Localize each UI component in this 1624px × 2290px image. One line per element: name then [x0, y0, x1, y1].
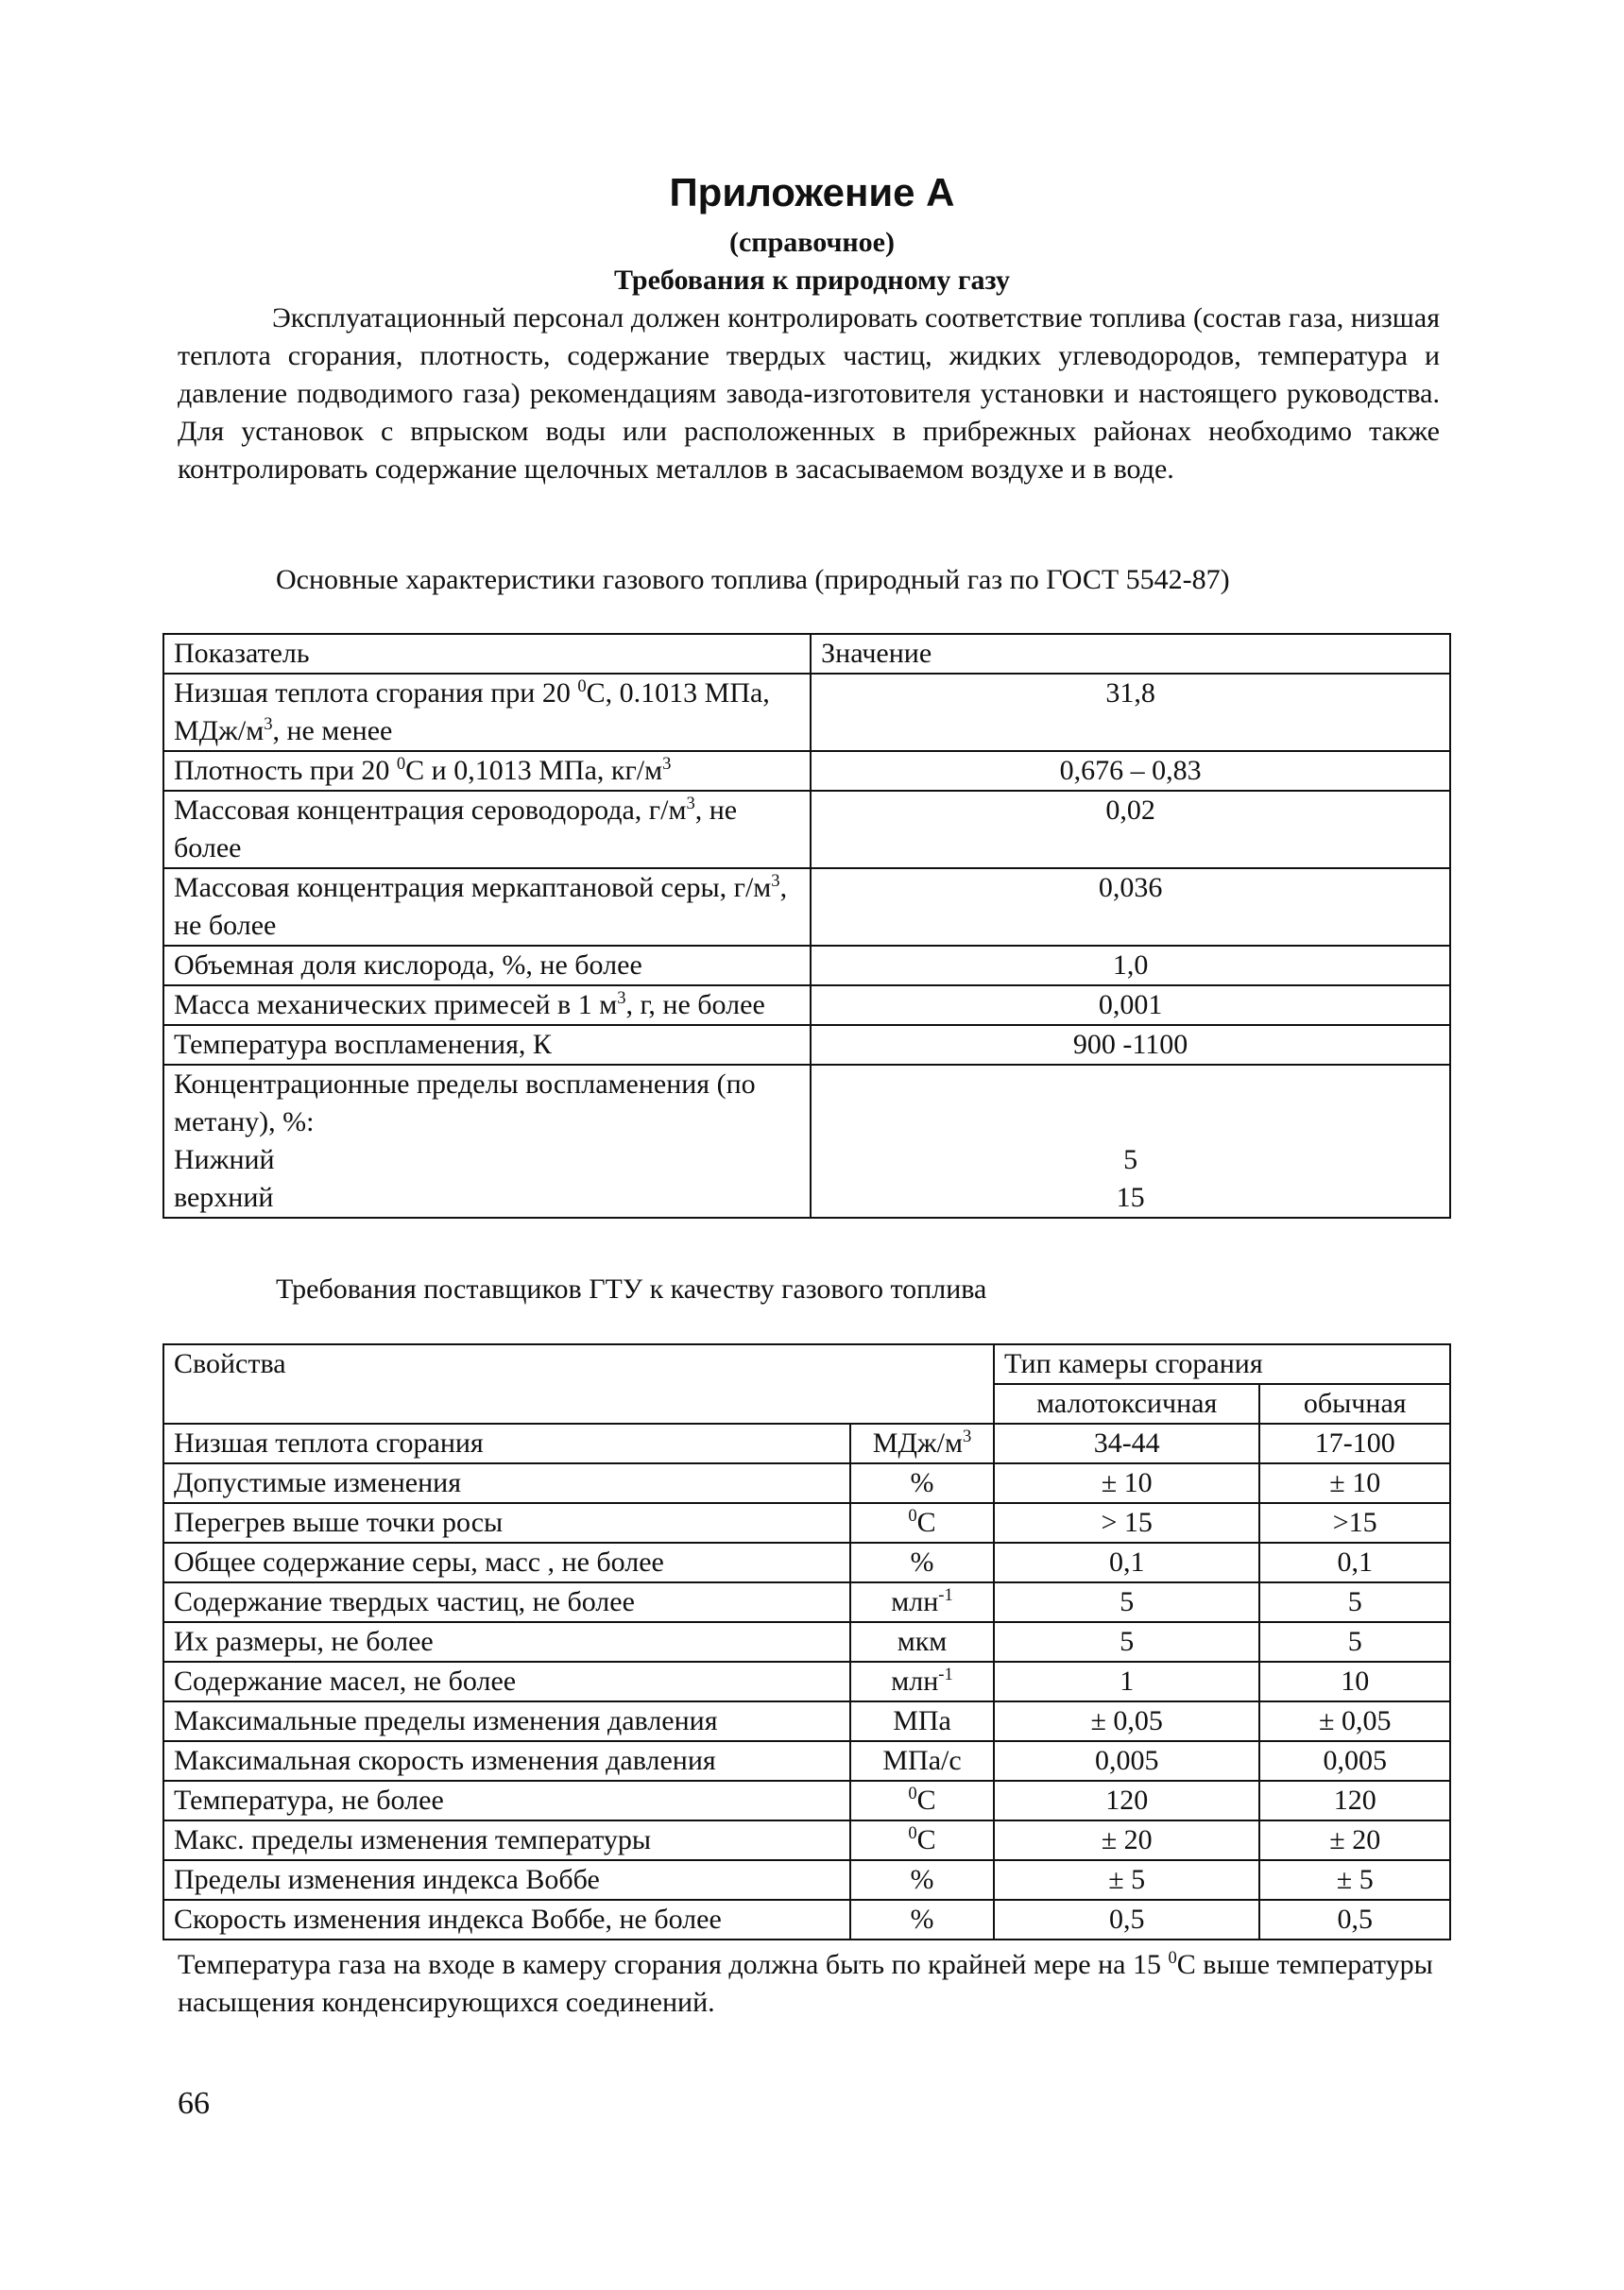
superscript: 3 [617, 988, 626, 1008]
low-toxic-cell: ± 10 [994, 1463, 1260, 1503]
regular-cell: ± 20 [1259, 1820, 1450, 1860]
superscript: 3 [686, 794, 695, 813]
header-property: Свойства [163, 1344, 994, 1424]
unit-cell [850, 1781, 994, 1820]
value-cell: 0,676 – 0,83 [811, 751, 1450, 791]
regular-cell: >15 [1259, 1503, 1450, 1543]
limits-lower-label: Нижний [174, 1144, 275, 1175]
low-toxic-cell: 0,5 [994, 1900, 1260, 1940]
value-cell: 0,02 [811, 791, 1450, 868]
low-toxic-cell: 0,005 [994, 1741, 1260, 1781]
superscript: 3 [771, 871, 780, 891]
unit-cell [850, 1820, 994, 1860]
superscript: 0 [577, 676, 587, 696]
footnote-paragraph [178, 1946, 1440, 2022]
low-toxic-cell: 0,1 [994, 1543, 1260, 1582]
regular-cell: 17-100 [1259, 1424, 1450, 1463]
superscript: 0 [396, 754, 406, 774]
unit-cell: % [850, 1900, 994, 1940]
property-cell: Содержание масел, не более [163, 1662, 850, 1701]
property-cell: Максимальная скорость изменения давления [163, 1741, 850, 1781]
superscript: -1 [938, 1585, 953, 1605]
appendix-title: Приложение А [669, 170, 955, 214]
superscript: 0 [908, 1784, 917, 1803]
superscript: 3 [662, 754, 672, 774]
limits-label: Концентрационные пределы воспламенения (по метану), %: [174, 1068, 756, 1137]
unit-cell [850, 1582, 994, 1622]
unit-cell: мкм [850, 1622, 994, 1662]
param-text: , не более [174, 795, 738, 863]
param-text: Массовая концентрация меркаптановой серы, г/м [174, 872, 772, 903]
param-text: , г, не более [625, 989, 765, 1020]
regular-cell: 0,1 [1259, 1543, 1450, 1582]
gas-characteristics-table [162, 633, 1451, 1219]
property-cell: Пределы изменения индекса Воббе [163, 1860, 850, 1900]
table-row [163, 1781, 1450, 1820]
property-cell: Допустимые изменения [163, 1463, 850, 1503]
regular-cell: ± 10 [1259, 1463, 1450, 1503]
unit-cell: % [850, 1860, 994, 1900]
param-cell: Объемная доля кислорода, %, не более [163, 946, 811, 985]
property-cell: Скорость изменения индекса Воббе, не более [163, 1900, 850, 1940]
property-cell: Перегрев выше точки росы [163, 1503, 850, 1543]
property-cell: Макс. пределы изменения температуры [163, 1820, 850, 1860]
property-cell: Температура, не более [163, 1781, 850, 1820]
table2-caption: Требования поставщиков ГТУ к качеству газового топлива [276, 1273, 987, 1305]
table1-caption: Основные характеристики газового топлива (природный газ по ГОСТ 5542-87) [276, 564, 1230, 595]
table-row [163, 1900, 1450, 1940]
param-text: Массовая концентрация сероводорода, г/м [174, 795, 687, 826]
param-text: Масса механических примесей в 1 м [174, 989, 618, 1020]
value-cell: 31,8 [811, 674, 1450, 751]
table-row [163, 1503, 1450, 1543]
low-toxic-cell: ± 0,05 [994, 1701, 1260, 1741]
table-row [163, 1582, 1450, 1622]
superscript: 0 [908, 1823, 917, 1843]
regular-cell: 0,005 [1259, 1741, 1450, 1781]
unit-text: С [916, 1785, 936, 1816]
regular-cell: 5 [1259, 1622, 1450, 1662]
param-cell [163, 674, 811, 751]
table-row [163, 674, 1450, 751]
table-row [163, 791, 1450, 868]
param-cell [163, 791, 811, 868]
property-cell: Их размеры, не более [163, 1622, 850, 1662]
low-toxic-cell: ± 5 [994, 1860, 1260, 1900]
limits-lower-value: 5 [1123, 1144, 1138, 1175]
table-row [163, 1424, 1450, 1463]
header-regular: обычная [1259, 1384, 1450, 1424]
param-cell [163, 868, 811, 946]
unit-text: млн [891, 1586, 939, 1617]
param-cell: Температура воспламенения, К [163, 1025, 811, 1065]
unit-cell: МПа/с [850, 1741, 994, 1781]
unit-text: С [916, 1824, 936, 1855]
table-row [163, 985, 1450, 1025]
superscript: 0 [1168, 1948, 1177, 1968]
regular-cell: 5 [1259, 1582, 1450, 1622]
low-toxic-cell: 5 [994, 1582, 1260, 1622]
table-header-row [163, 634, 1450, 674]
footnote-text: С выше температуры насыщения конденсирующихся соединений. [178, 1949, 1433, 2018]
regular-cell: 0,5 [1259, 1900, 1450, 1940]
unit-cell [850, 1503, 994, 1543]
param-text: , не более [174, 872, 788, 941]
table-row [163, 1463, 1450, 1503]
param-text: , не менее [272, 715, 393, 746]
param-text: Низшая теплота сгорания при 20 [174, 677, 578, 709]
table-row [163, 946, 1450, 985]
table-row [163, 751, 1450, 791]
unit-text: С [916, 1507, 936, 1538]
param-text: С, 0.1013 МПа, МДж/м [174, 677, 770, 746]
table-row [163, 1025, 1450, 1065]
header-param: Показатель [163, 634, 811, 674]
superscript: -1 [938, 1665, 953, 1684]
page-number: 66 [178, 2086, 210, 2121]
property-cell: Низшая теплота сгорания [163, 1424, 850, 1463]
intro-paragraph: Эксплуатационный персонал должен контролировать соответствие топлива (состав газа, низшая теплота сгорания, плотность, содержание твердых частиц, жидких углеводородов, температура и давление подводимого газа) рекомендациям завода-изготовителя установки и настоящего руководства. Для установок с впрыском воды или расположенных в прибрежных районах необходимо также контролировать содержание щелочных металлов в засасываемом воздухе и в воде. [178, 302, 1440, 485]
header-low-toxic: малотоксичная [994, 1384, 1260, 1424]
low-toxic-cell: ± 20 [994, 1820, 1260, 1860]
supplier-requirements-table [162, 1343, 1451, 1940]
table-row [163, 868, 1450, 946]
table-row [163, 1860, 1450, 1900]
section-heading: Требования к природному газу [614, 265, 1010, 296]
header-chamber-type: Тип камеры сгорания [994, 1344, 1450, 1384]
low-toxic-cell: 34-44 [994, 1424, 1260, 1463]
footnote-text: Температура газа на входе в камеру сгорания должна быть по крайней мере на 15 [178, 1949, 1169, 1980]
value-cell: 0,001 [811, 985, 1450, 1025]
limits-upper-label: верхний [174, 1182, 274, 1213]
param-cell [163, 751, 811, 791]
limits-upper-value: 15 [1116, 1182, 1145, 1213]
value-cell: 0,036 [811, 868, 1450, 946]
superscript: 3 [264, 714, 273, 734]
regular-cell: 120 [1259, 1781, 1450, 1820]
regular-cell: ± 0,05 [1259, 1701, 1450, 1741]
unit-cell [850, 1424, 994, 1463]
param-text: С и 0,1013 МПа, кг/м [405, 755, 663, 786]
property-cell: Общее содержание серы, масс , не более [163, 1543, 850, 1582]
unit-cell: МПа [850, 1701, 994, 1741]
header-value: Значение [811, 634, 1450, 674]
unit-cell [850, 1662, 994, 1701]
table-row [163, 1662, 1450, 1701]
unit-cell: % [850, 1463, 994, 1503]
table-row [163, 1741, 1450, 1781]
property-cell: Максимальные пределы изменения давления [163, 1701, 850, 1741]
param-text: Плотность при 20 [174, 755, 397, 786]
table-row [163, 1820, 1450, 1860]
table-row [163, 1622, 1450, 1662]
param-cell [163, 985, 811, 1025]
table-row [163, 1543, 1450, 1582]
table-row [163, 1065, 1450, 1218]
table-header-row [163, 1344, 1450, 1384]
property-cell: Содержание твердых частиц, не более [163, 1582, 850, 1622]
regular-cell: ± 5 [1259, 1860, 1450, 1900]
unit-text: млн [891, 1666, 939, 1697]
param-cell [163, 1065, 811, 1218]
superscript: 3 [962, 1427, 972, 1446]
unit-cell: % [850, 1543, 994, 1582]
value-cell: 1,0 [811, 946, 1450, 985]
value-cell: 900 -1100 [811, 1025, 1450, 1065]
regular-cell: 10 [1259, 1662, 1450, 1701]
low-toxic-cell: > 15 [994, 1503, 1260, 1543]
appendix-subtitle: (справочное) [728, 227, 895, 258]
value-cell [811, 1065, 1450, 1218]
low-toxic-cell: 1 [994, 1662, 1260, 1701]
table-row [163, 1701, 1450, 1741]
low-toxic-cell: 5 [994, 1622, 1260, 1662]
low-toxic-cell: 120 [994, 1781, 1260, 1820]
superscript: 0 [908, 1506, 917, 1526]
unit-text: МДж/м [872, 1427, 963, 1459]
